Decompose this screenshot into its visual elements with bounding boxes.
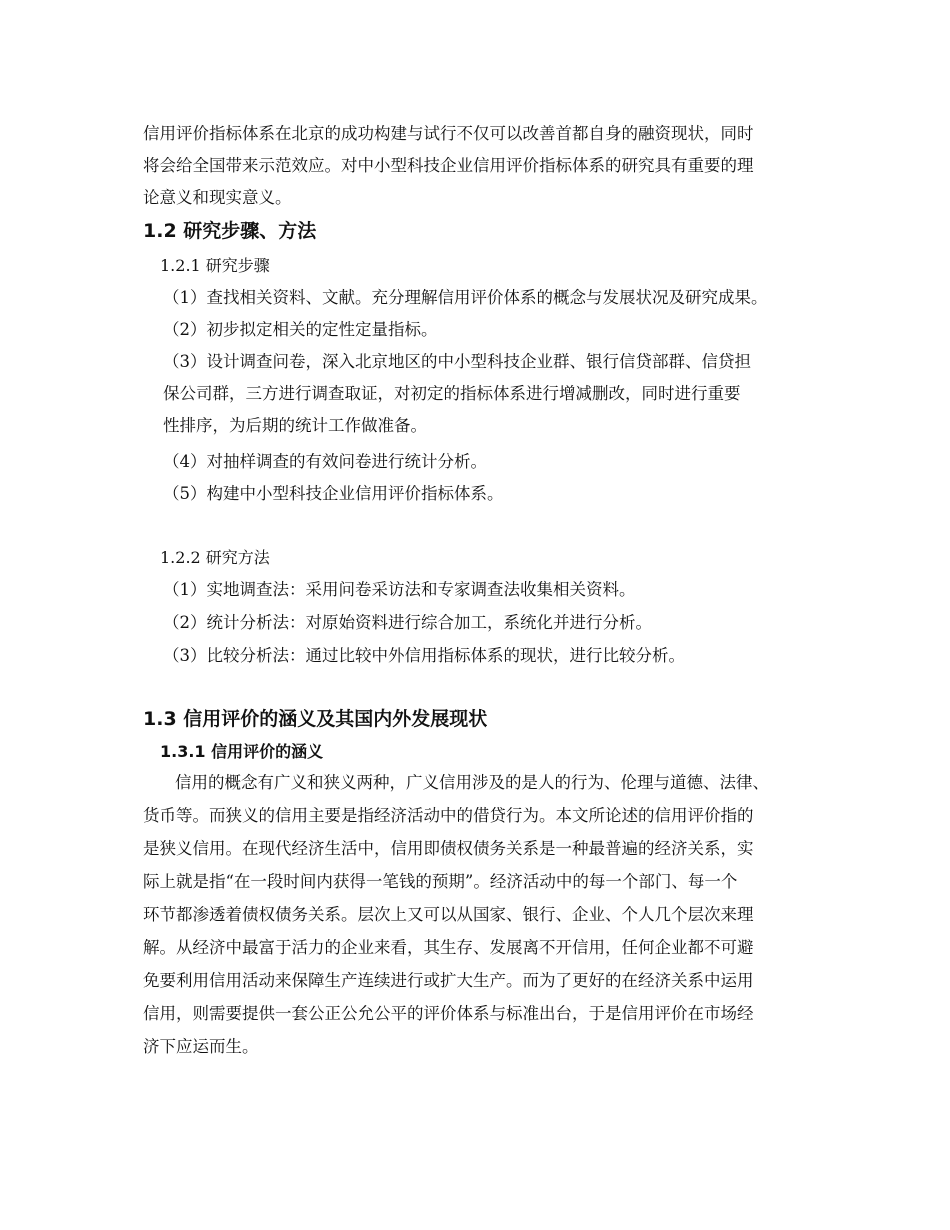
paragraph-line: 环节都渗透着债权债务关系。层次上又可以从国家、银行、企业、个人几个层次来理 [143,905,754,924]
step-line: 性排序，为后期的统计工作做准备。 [163,416,427,435]
intro-line: 信用评价指标体系在北京的成功构建与试行不仅可以改善首都自身的融资现状，同时 [143,124,754,143]
subsection-heading-1-2-2: 1.2.2 研究方法 [160,548,270,567]
intro-line: 论意义和现实意义。 [143,188,292,207]
section-heading-1-3: 1.3 信用评价的涵义及其国内外发展现状 [143,708,488,730]
method-line: （2）统计分析法：对原始资料进行综合加工，系统化并进行分析。 [163,613,652,632]
paragraph-line: 是狭义信用。在现代经济生活中，信用即债权债务关系是一种最普遍的经济关系，实 [143,839,754,858]
paragraph-line: 解。从经济中最富于活力的企业来看，其生存、发展离不开信用，任何企业都不可避 [143,938,754,957]
step-line: 保公司群，三方进行调查取证，对初定的指标体系进行增减删改，同时进行重要 [163,384,741,403]
paragraph-line: 信用的概念有广义和狭义两种，广义信用涉及的是人的行为、伦理与道德、法律、 [175,773,769,792]
section-heading-1-2: 1.2 研究步骤、方法 [143,220,317,242]
step-line: （3）设计调查问卷，深入北京地区的中小型科技企业群、银行信贷部群、信贷担 [163,352,751,371]
paragraph-line: 际上就是指“在一段时间内获得一笔钱的预期”。经济活动中的每一个部门、每一个 [143,872,738,891]
paragraph-line: 信用，则需要提供一套公正公允公平的评价体系与标准出台，于是信用评价在市场经 [143,1004,754,1023]
intro-line: 将会给全国带来示范效应。对中小型科技企业信用评价指标体系的研究具有重要的理 [143,156,754,175]
method-line: （3）比较分析法：通过比较中外信用指标体系的现状，进行比较分析。 [163,646,685,665]
subsection-heading-1-3-1: 1.3.1 信用评价的涵义 [160,742,324,761]
step-line: （5）构建中小型科技企业信用评价指标体系。 [163,484,504,503]
method-line: （1）实地调查法：采用问卷采访法和专家调查法收集相关资料。 [163,580,636,599]
subsection-heading-1-2-1: 1.2.1 研究步骤 [160,256,270,275]
paragraph-line: 济下应运而生。 [143,1037,259,1056]
step-line: （1）查找相关资料、文献。充分理解信用评价体系的概念与发展状况及研究成果。 [163,288,768,307]
step-line: （2）初步拟定相关的定性定量指标。 [163,320,438,339]
step-line: （4）对抽样调查的有效问卷进行统计分析。 [163,452,487,471]
paragraph-line: 货币等。而狭义的信用主要是指经济活动中的借贷行为。本文所论述的信用评价指的 [143,806,754,825]
paragraph-line: 免要利用信用活动来保障生产连续进行或扩大生产。而为了更好的在经济关系中运用 [143,971,754,990]
